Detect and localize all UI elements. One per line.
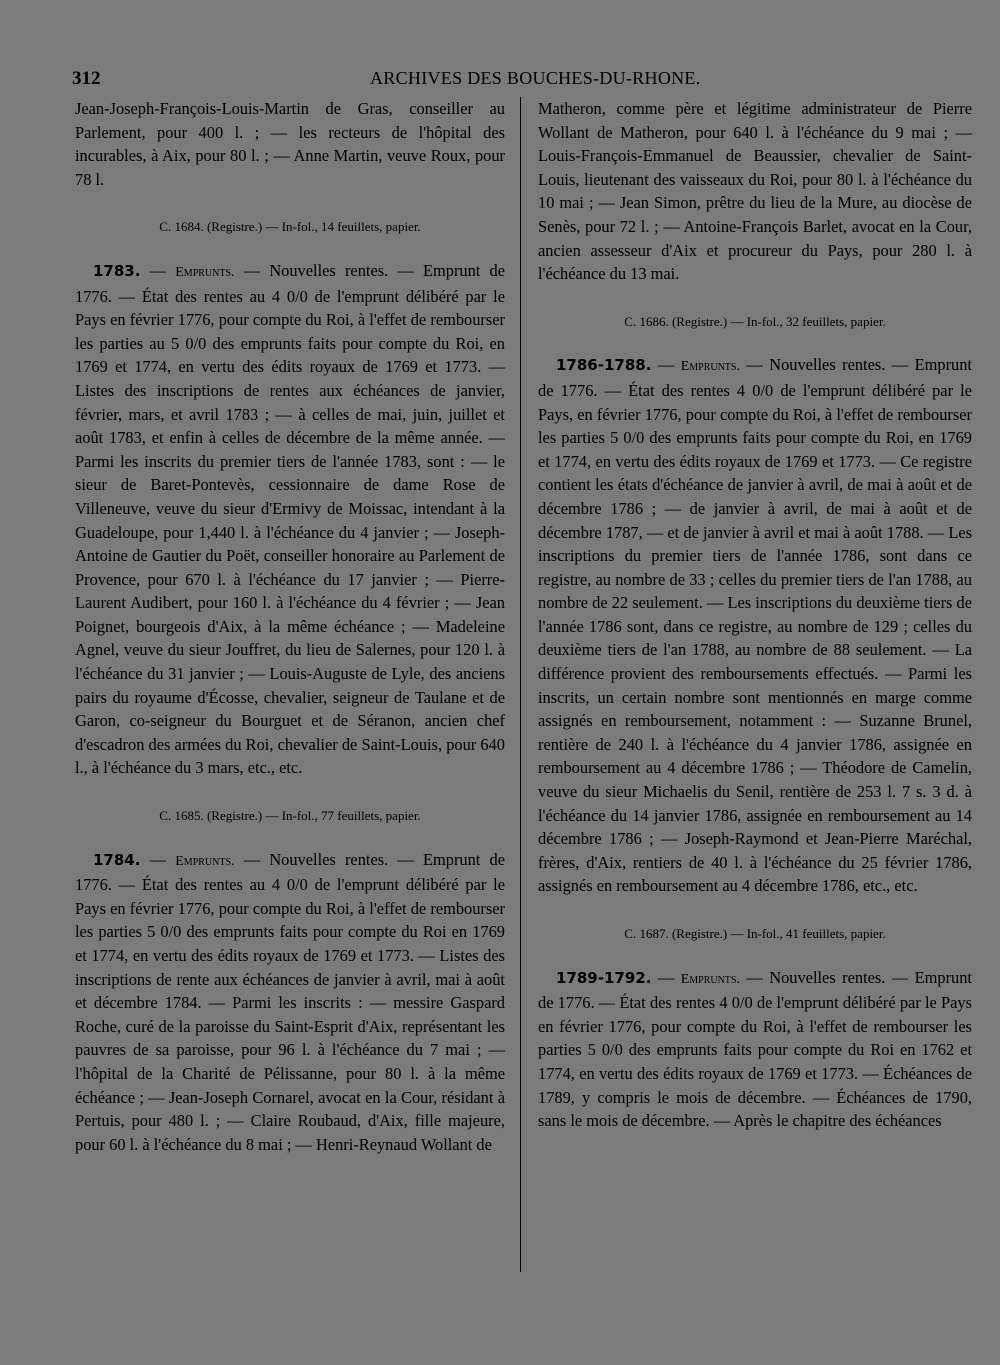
register-reference: C. 1685. (Registre.) — In-fol., 77 feuillets, papier. bbox=[159, 808, 421, 824]
entry-text: — Nouvelles rentes. — Emprunt de 1776. — État des rentes au 4 0/0 de l'emprunt délibéré par le Pays en février 1776, pour compte du Roi, à l'effet de rembourser les parties au 5 0/0 des emprunts faits pour compte du Roi, en 1769 et 1774, en vertu des édits royaux de 1769 et 1773. — Listes des inscriptions de rentes aux échéances de janvier, février, mars, et avril 1783 ; — à celles de mai, juin, juillet et août 1783, et enfin à celles de décembre de la même année. — Parmi les inscrits du premier tiers de l'année 1783, sont : — le sieur de Baret-Pontevès, cessionnaire de dame Rose de Villeneuve, veuve du sieur d'Ermivy de Moissac, intendant à la Guadeloupe, pour 1,440 l. à l'échéance du 4 janvier ; — Joseph-Antoine de Gautier du Poët, conseiller honoraire au Parlement de Provence, pour 670 l. à l'échéance du 17 janvier ; — Pierre-Laurent Audibert, pour 160 l. à l'échéance du 4 février ; — Jean Poignet, bourgeois d'Aix, à la même échéance ; — Madeleine Agnel, veuve du sieur Jouffret, du lieu de Salernes, pour 120 l. à l'échéance du 31 janvier ; — Louis-Auguste de Lyle, des anciens pairs du royaume d'Écosse, chevalier, seigneur de Taulane et de Garon, co-seigneur du Bourguet et de Séranon, ancien chef d'escadron des armées du Roi, chevalier de Saint-Louis, pour 640 l., à l'échéance du 3 mars, etc., etc. bbox=[75, 260, 506, 778]
register-reference: C. 1687. (Registre.) — In-fol., 41 feuillets, papier. bbox=[624, 926, 886, 941]
entry-year: 1784. bbox=[93, 850, 141, 869]
continuation-text: Jean-Joseph-François-Louis-Martin de Gras, conseiller au Parlement, pour 400 l. ; — les recteurs de l'hôpital des incurables, à Aix, pour 80 l. ; — Anne Martin, veuve Roux, pour 78 l. bbox=[75, 99, 505, 189]
right-column bbox=[538, 97, 972, 1133]
left-column bbox=[75, 97, 505, 1156]
column-divider bbox=[520, 97, 521, 1272]
entry-text: — Nouvelles rentes. — Emprunt de 1776. — État des rentes 4 0/0 de l'emprunt délibéré par le Pays en février 1776, pour compte du Roi, à l'effet de rembourser les parties 5 0/0 des emprunts faits pour compte du Roi en 1762 et 1774, en vertu des édits royaux de 1769 et 1773. — Échéances de 1789, y compris le mois de décembre. — Échéances de 1790, sans le mois de décembre. — Après le chapitre des échéances bbox=[538, 967, 972, 1131]
register-reference: C. 1686. (Registre.) — In-fol., 32 feuillets, papier. bbox=[624, 313, 886, 329]
entry-text: — Nouvelles rentes. — Emprunt de 1776. — État des rentes au 4 0/0 de l'emprunt délibéré par le Pays en février 1776, pour compte du Roi, à l'effet de rembourser les parties 5 0/0 des emprunts faits pour compte du Roi en 1769 et 1774, en vertu des édits royaux de 1769 et 1773. — Listes des inscriptions de rente aux échéances de janvier à avril, mai à août et décembre 1784. — Parmi les inscrits : — messire Gaspard Roche, curé de la paroisse du Saint-Esprit d'Aix, représentant les pauvres de sa paroisse, pour 96 l. à l'échéance du 7 mai ; — l'hôpital de la Charité de Pélissanne, pour 80 l. à la même échéance ; — Jean-Joseph Cornarel, avocat en la Cour, résidant à Pertuis, pour 480 l. ; — Claire Roubaud, d'Aix, fille majeure, pour 60 l. à l'échéance du 8 mai ; — Henri-Reynaud Wollant de bbox=[75, 849, 506, 1154]
entry-heading: Emprunts. bbox=[175, 853, 235, 869]
entry-heading: Emprunts. bbox=[680, 359, 740, 375]
running-title: ARCHIVES DES BOUCHES-DU-RHONE. bbox=[370, 68, 701, 88]
entry-1784: 1784. — Emprunts. — Nouvelles rentes. — Emprunt de 1776. — État des rentes au 4 0/0 de l'emprunt délibéré par le Pays en février 1776, pour compte du Roi, à l'effet de rembourser les parties 5 0/0 des emprunts faits pour compte du Roi en 1769 et 1774, en vertu des édits royaux de 1769 et 1773. — Listes des inscriptions de rente aux échéances de janvier à avril, mai à août et décembre 1784. — Parmi les inscrits : — messire Gaspard Roche, curé de la paroisse du Saint-Esprit d'Aix, représentant les pauvres de sa paroisse, pour 96 l. à l'échéance du 7 mai ; — l'hôpital de la Charité de Pélissanne, pour 80 l. à la même échéance ; — Jean-Joseph Cornarel, avocat en la Cour, résidant à Pertuis, pour 480 l. ; — Claire Roubaud, d'Aix, fille majeure, pour 60 l. à l'échéance du 8 mai ; — Henri-Reynaud Wollant de bbox=[75, 849, 506, 1154]
page-header bbox=[0, 68, 1000, 94]
entry-heading: Emprunts. bbox=[680, 971, 740, 987]
page-number: 312 bbox=[72, 68, 101, 89]
entry-1789-1792: 1789-1792. — Emprunts. — Nouvelles rentes. — Emprunt de 1776. — État des rentes 4 0/0 de l'emprunt délibéré par le Pays en février 1776, pour compte du Roi, à l'effet de rembourser les parties 5 0/0 des emprunts faits pour compte du Roi en 1762 et 1774, en vertu des édits royaux de 1769 et 1773. — Échéances de 1789, y compris le mois de décembre. — Échéances de 1790, sans le mois de décembre. — Après le chapitre des échéances bbox=[538, 967, 972, 1131]
register-reference: C. 1684. (Registre.) — In-fol., 14 feuillets, papier. bbox=[159, 219, 421, 235]
entry-text: — Nouvelles rentes. — Emprunt de 1776. — État des rentes 4 0/0 de l'emprunt délibéré par le Pays, en février 1776, pour compte du Roi, à l'effet de rembourser les parties 5 0/0 des emprunts faits pour compte du Roi, en 1769 et 1774, en vertu des édits royaux de 1769 et 1773. — Ce registre contient les états d'échéance de janvier à avril, de mai à août et de décembre 1786 ; — de janvier à avril, de mai à août et de décembre 1787, — et de janvier à avril et mai à août 1788. — Les inscriptions du premier tiers de l'année 1786, sont dans ce registre, au nombre de 33 ; celles du premier tiers de l'an 1788, au nombre de 22 seulement. — Les inscriptions du deuxième tiers de l'année 1786 sont, dans ce registre, au nombre de 129 ; celles du deuxième tiers de l'an 1788, au nombre de 88 seulement. — La différence provient des remboursements effectués. — Parmi les inscrits, un certain nombre sont mentionnés en marge comme assignés en remboursement, notamment : — Suzanne Brunel, rentière de 240 l. à l'échéance du 4 janvier 1786, assignée en remboursement au 4 décembre 1786 ; — Théodore de Camelin, veuve du sieur Michaelis du Senil, rentière de 253 l. 7 s. 3 d. à l'échéance du 14 janvier 1786, assignée en remboursement au 14 décembre 1786 ; — Joseph-Raymond et Jean-Pierre Maréchal, frères, d'Aix, rentiers de 40 l. à l'échéance du 25 février 1786, assignés en remboursement au 4 décembre 1786, etc., etc. bbox=[538, 355, 972, 896]
entry-heading: Emprunts. bbox=[175, 264, 235, 280]
entry-year: 1783. bbox=[93, 261, 141, 280]
entry-1783: 1783. — Emprunts. — Nouvelles rentes. — Emprunt de 1776. — État des rentes au 4 0/0 de l'emprunt délibéré par le Pays en février 1776, pour compte du Roi, à l'effet de rembourser les parties au 5 0/0 des emprunts faits pour compte du Roi, en 1769 et 1774, en vertu des édits royaux de 1769 et 1773. — Listes des inscriptions de rentes aux échéances de janvier, février, mars, et avril 1783 ; — à celles de mai, juin, juillet et août 1783, et enfin à celles de décembre de la même année. — Parmi les inscrits du premier tiers de l'année 1783, sont : — le sieur de Baret-Pontevès, cessionnaire de dame Rose de Villeneuve, veuve du sieur d'Ermivy de Moissac, intendant à la Guadeloupe, pour 1,440 l. à l'échéance du 4 janvier ; — Joseph-Antoine de Gautier du Poët, conseiller honoraire au Parlement de Provence, pour 670 l. à l'échéance du 17 janvier ; — Pierre-Laurent Audibert, pour 160 l. à l'échéance du 4 février ; — Jean Poignet, bourgeois d'Aix, à la même échéance ; — Madeleine Agnel, veuve du sieur Jouffret, du lieu de Salernes, pour 120 l. à l'échéance du 31 janvier ; — Louis-Auguste de Lyle, des anciens pairs du royaume d'Écosse, chevalier, seigneur de Taulane et de Garon, co-seigneur du Bourguet et de Séranon, ancien chef d'escadron des armées du Roi, chevalier de Saint-Louis, pour 640 l., à l'échéance du 3 mars, etc., etc. bbox=[75, 260, 506, 778]
entry-year: 1789-1792. bbox=[556, 968, 652, 987]
continuation-text: Matheron, comme père et légitime administrateur de Pierre Wollant de Matheron, pour 640 l. à l'échéance du 9 mai ; — Louis-François-Emmanuel de Beaussier, chevalier de Saint-Louis, lieutenant des vaisseaux du Roi, pour 80 l. à l'échéance du 10 mai ; — Jean Simon, prêtre du lieu de la Mure, au diocèse de Senès, pour 72 l. ; — Antoine-François Barlet, avocat en la Cour, ancien assesseur d'Aix et procureur du Pays, pour 280 l. à l'échéance du 13 mai. bbox=[538, 99, 972, 284]
entry-year: 1786-1788. bbox=[556, 356, 652, 375]
entry-1786-1788: 1786-1788. — Emprunts. — Nouvelles rentes. — Emprunt de 1776. — État des rentes 4 0/0 de l'emprunt délibéré par le Pays, en février 1776, pour compte du Roi, à l'effet de rembourser les parties 5 0/0 des emprunts faits pour compte du Roi, en 1769 et 1774, en vertu des édits royaux de 1769 et 1773. — Ce registre contient les états d'échéance de janvier à avril, de mai à août et de décembre 1786 ; — de janvier à avril, de mai à août et de décembre 1787, — et de janvier à avril et mai à août 1788. — Les inscriptions du premier tiers de l'année 1786, sont dans ce registre, au nombre de 33 ; celles du premier tiers de l'an 1788, au nombre de 22 seulement. — Les inscriptions du deuxième tiers de l'année 1786 sont, dans ce registre, au nombre de 129 ; celles du deuxième tiers de l'an 1788, au nombre de 88 seulement. — La différence provient des remboursements effectués. — Parmi les inscrits, un certain nombre sont mentionnés en marge comme assignés en remboursement, notamment : — Suzanne Brunel, rentière de 240 l. à l'échéance du 4 janvier 1786, assignée en remboursement au 4 décembre 1786 ; — Théodore de Camelin, veuve du sieur Michaelis du Senil, rentière de 253 l. 7 s. 3 d. à l'échéance du 14 janvier 1786, assignée en remboursement au 14 décembre 1786 ; — Joseph-Raymond et Jean-Pierre Maréchal, frères, d'Aix, rentiers de 40 l. à l'échéance du 25 février 1786, assignés en remboursement au 4 décembre 1786, etc., etc. bbox=[538, 355, 972, 896]
